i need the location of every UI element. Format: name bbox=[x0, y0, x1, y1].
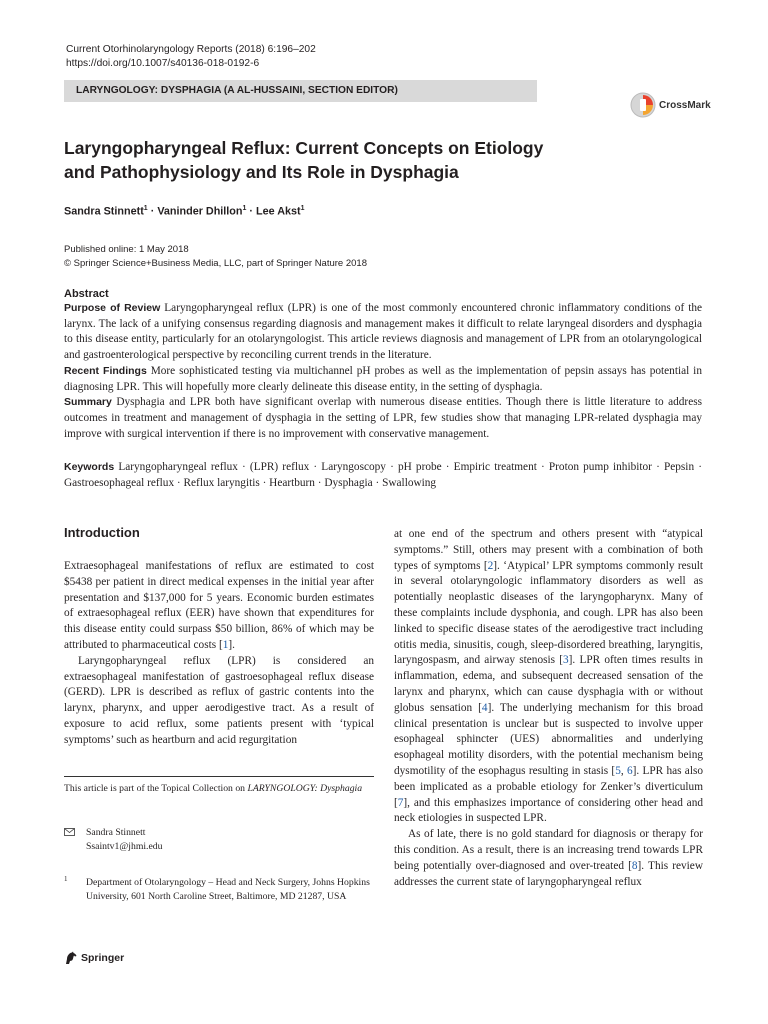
citation-separator: , bbox=[620, 764, 627, 777]
corresponding-author bbox=[64, 826, 162, 853]
body-column-left bbox=[64, 559, 374, 749]
citation-link[interactable]: 4 bbox=[481, 701, 488, 714]
summary-label: Summary bbox=[64, 396, 112, 409]
topical-collection-note bbox=[64, 782, 374, 796]
citation-link[interactable]: 1 bbox=[222, 638, 229, 651]
author-affil-marker: 1 bbox=[242, 205, 247, 212]
summary-text: Dysphagia and LPR both have significant overlap with numerous disease entities. Though there is little literature to address outcomes in treatment and management of dysphagia in the setting of LPR, few studies show that managing LPR-related dysphagia may improve with surgical intervention if there is no improvement with conservative management. bbox=[64, 396, 703, 440]
author-separator: · bbox=[150, 205, 155, 218]
envelope-icon bbox=[64, 828, 75, 836]
author-affil-marker: 1 bbox=[143, 205, 148, 212]
citation-link[interactable]: 5 bbox=[615, 764, 621, 777]
citation-link[interactable]: 8 bbox=[631, 859, 638, 872]
body-text: ]. This review addresses the current state of laryngopharyngeal reflux bbox=[394, 859, 703, 888]
purpose-text: Laryngopharyngeal reflux (LPR) is one of the most commonly encountered chronic inflammatory conditions of the larynx. The lack of a unifying consensus regarding diagnosis and management makes it difficult to relate laryngeal disorders and dysphagia to this disease entity, particularly for an otolaryngologist. This article reviews diagnosis and management of LPR from an otolaryngological and gastroenterological perspective by reconciling current trends in the literature. bbox=[64, 302, 702, 362]
copyright-line: © Springer Science+Business Media, LLC, part of Springer Nature 2018 bbox=[64, 258, 367, 269]
abstract-purpose bbox=[64, 301, 702, 364]
affiliation bbox=[64, 876, 376, 903]
abstract bbox=[64, 287, 702, 442]
author-name[interactable]: Sandra Stinnett bbox=[64, 205, 144, 218]
contact-name: Sandra Stinnett bbox=[86, 827, 146, 838]
contact-email[interactable]: Ssaintv1@jhmi.edu bbox=[86, 840, 163, 852]
springer-horse-icon bbox=[64, 951, 78, 965]
author-name[interactable]: Lee Akst bbox=[256, 205, 301, 218]
findings-text: More sophisticated testing via multichannel pH probes as well as the implementation of pepsin assays has potential in diagnosing LPR. This will hopefully more clearly delineate this disease entity, in the setting of dysphagia. bbox=[64, 364, 702, 393]
citation-link[interactable]: 3 bbox=[563, 654, 569, 667]
abstract-findings bbox=[64, 364, 702, 395]
purpose-label: Purpose of Review bbox=[64, 302, 161, 314]
body-text: ], and this emphasizes importance of considering other head and neck etiologies in suspected LPR. bbox=[394, 796, 703, 825]
topical-collection-name: LARYNGOLOGY: Dysphagia bbox=[247, 783, 363, 794]
body-text: ]. bbox=[228, 638, 235, 651]
body-text: ]. ‘Atypical’ LPR symptoms commonly result in several otolaryngologic inflammatory disorders as well as potentially neoplastic diseases of the laryngopharynx. Many of these complaints include dysphonia, and cough. LPR has also been linked to specific disease states of the aerodigestive tract including otitis media, sinusitis, cough, sleep-disordered breathing, laryngitis, laryngospasm, and airway stenosis [ bbox=[394, 559, 703, 667]
body-paragraph bbox=[394, 827, 703, 890]
abstract-summary bbox=[64, 395, 702, 442]
body-text: ]. The underlying mechanism for this broad clinical presentation is unclear but is suspected to involve upper esophageal sphincter (UES) abnormalities and underlying esophageal motility disorders, with the potential mechanism being dysmotility of the esophagus resulting in stasis [ bbox=[394, 701, 703, 777]
publisher-name: Springer bbox=[81, 952, 125, 964]
affiliation-number: 1 bbox=[64, 875, 68, 883]
journal-citation: Current Otorhinolaryngology Reports (2018) 6:196–202 bbox=[66, 44, 316, 55]
crossmark-badge[interactable] bbox=[630, 92, 711, 118]
body-text: at one end of the spectrum and others present with “atypical symptoms.” Still, others may present with a combination of both types of symptoms [ bbox=[394, 528, 703, 572]
section-banner: LARYNGOLOGY: DYSPHAGIA (A AL-HUSSAINI, SECTION EDITOR) bbox=[64, 80, 537, 102]
citation-link[interactable]: 6 bbox=[626, 764, 633, 777]
journal-header bbox=[66, 43, 316, 70]
body-paragraph: Laryngopharyngeal reflux (LPR) is considered an extraesophageal manifestation of gastroesophageal reflux disease (GERD). LPR is described as reflux of gastric contents into the larynx, pharynx, and upper aerodigestive tract. As a result of exposure to acid reflux, some patients present with ‘typical symptoms’ such as heartburn and acid regurgitation bbox=[64, 654, 374, 746]
author-separator: · bbox=[249, 205, 254, 218]
abstract-heading: Abstract bbox=[64, 288, 109, 300]
publisher-logo bbox=[64, 951, 124, 965]
published-date: Published online: 1 May 2018 bbox=[64, 244, 189, 255]
crossmark-icon bbox=[630, 92, 656, 118]
findings-label: Recent Findings bbox=[64, 364, 147, 377]
body-paragraph bbox=[394, 527, 703, 827]
author-list bbox=[64, 205, 305, 218]
crossmark-label: CrossMark bbox=[659, 99, 711, 111]
keywords bbox=[64, 459, 702, 491]
body-text: ]. LPR often times results in inflammation, edema, and subsequent decreased sensation of the larynx and pharynx, which can cause dysphagia with or without globus sensation [ bbox=[394, 654, 703, 714]
publication-info bbox=[64, 243, 367, 271]
author-name[interactable]: Vaninder Dhillon bbox=[157, 205, 243, 218]
citation-link[interactable]: 7 bbox=[397, 796, 404, 809]
introduction-heading: Introduction bbox=[64, 525, 140, 540]
author-affil-marker: 1 bbox=[300, 205, 305, 212]
body-column-right bbox=[394, 527, 703, 890]
body-text: ]. LPR has also been implicated as a probable etiology for Zenker’s diverticulum [ bbox=[394, 764, 703, 809]
body-text: As of late, there is no gold standard for diagnosis or therapy for this condition. As a result, there is an increasing trend towards LPR being potentially over-diagnosed and over-treated [ bbox=[394, 828, 703, 872]
footnote-divider bbox=[64, 776, 374, 777]
keywords-text: Laryngopharyngeal reflux · (LPR) reflux · Laryngoscopy · pH probe · Empiric treatment · Proton pump inhibitor · Pepsin · Gastroesophageal reflux · Reflux laryngitis · Heartburn · Dysphagia · Swallowing bbox=[64, 461, 702, 489]
body-paragraph bbox=[64, 559, 374, 654]
keywords-label: Keywords bbox=[64, 461, 115, 473]
article-title: Laryngopharyngeal Reflux: Current Concepts on Etiology and Pathophysiology and Its Role in Dysphagia bbox=[64, 138, 544, 182]
affiliation-text: Department of Otolaryngology – Head and Neck Surgery, Johns Hopkins University, 601 North Caroline Street, Baltimore, MD 21287, USA bbox=[86, 877, 370, 902]
topical-prefix: This article is part of the Topical Collection on bbox=[64, 783, 248, 794]
body-text: Extraesophageal manifestations of reflux are estimated to cost $5438 per patient in direct medical expenses in the initial year after presentation and $137,000 for 5 years. Economic burden estimates of extraesophageal reflux (EER) have shown that expenditures for this disease entity could surpass $50 billion, 86% of which may be attributed to pharmaceutical costs [ bbox=[64, 560, 374, 651]
doi-link[interactable]: https://doi.org/10.1007/s40136-018-0192-6 bbox=[66, 57, 260, 69]
citation-link[interactable]: 2 bbox=[487, 559, 494, 572]
